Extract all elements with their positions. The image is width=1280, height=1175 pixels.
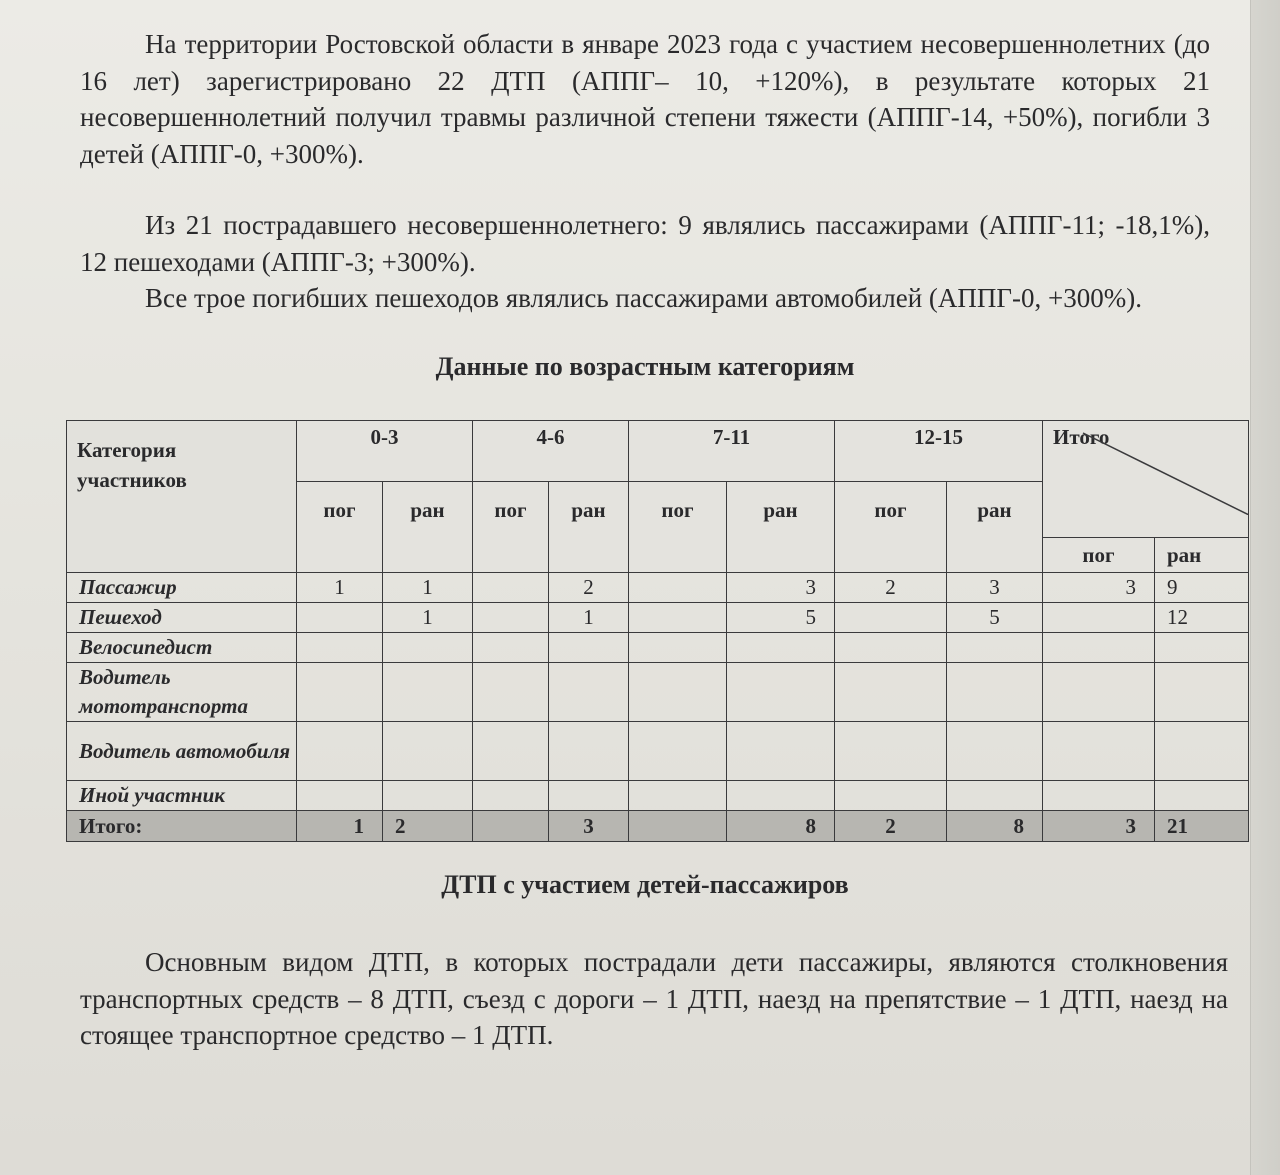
total-header [1043,421,1249,538]
table-row [67,663,1249,722]
table-cell [383,722,473,781]
fatalities-paragraph: Все трое погибших пешеходов являлись пассажирами автомобилей (АППГ-0, +300%). [145,283,1142,313]
table-cell [947,781,1043,811]
group-header-4-6: 4-6 [473,421,629,482]
table-cell [727,722,835,781]
table-cell: 5 [727,603,835,633]
table-cell: 8 [727,811,835,842]
table-row [67,603,1249,633]
diagonal-line [1043,421,1249,515]
table-row [67,633,1249,663]
table-cell [835,722,947,781]
table-title: Данные по возрастным категориям [435,352,855,381]
sub-killed-12-15: пог [835,482,947,573]
table-cell [629,811,727,842]
sub-injured-4-6: ран [549,482,629,573]
table-cell [835,781,947,811]
row-label: Иной участник [67,781,297,811]
table-cell [297,633,383,663]
table-cell [473,633,549,663]
sub-injured-7-11: ран [727,482,835,573]
table-cell: 3 [1043,573,1155,603]
table-cell [1043,722,1155,781]
group-header-12-15: 12-15 [835,421,1043,482]
page-edge [1250,0,1280,1175]
total-header-label: Итого [1053,425,1110,449]
table-cell [629,781,727,811]
sub-injured-12-15: ран [947,482,1043,573]
category-header: Категория участников [67,421,297,573]
table-cell: 21 [1155,811,1249,842]
table-cell [1043,781,1155,811]
table-cell [1043,633,1155,663]
table-cell [473,573,549,603]
table-cell [629,633,727,663]
table-cell [297,781,383,811]
table-cell [297,603,383,633]
table-cell [947,663,1043,722]
group-header-7-11: 7-11 [629,421,835,482]
table-cell: 3 [1043,811,1155,842]
table-row [67,781,1249,811]
table-cell [473,603,549,633]
row-label: Пассажир [67,573,297,603]
row-label: Водитель мототранспорта [67,663,297,722]
table-cell: 2 [835,573,947,603]
total-row [67,811,1249,842]
table-cell [727,633,835,663]
table-cell [473,781,549,811]
table-cell [549,633,629,663]
section-title: ДТП с участием детей-пассажиров [441,870,849,899]
table-cell: 2 [549,573,629,603]
table-row [67,722,1249,781]
table-cell [383,663,473,722]
table-cell: 1 [297,573,383,603]
table-cell: 1 [383,603,473,633]
group-header-0-3: 0-3 [297,421,473,482]
sub-killed-total: пог [1043,538,1155,573]
table-cell [1043,603,1155,633]
table-cell [1043,663,1155,722]
table-cell [727,781,835,811]
row-label: Пешеход [67,603,297,633]
total-row-label: Итого: [67,811,297,842]
table-cell [473,663,549,722]
table-cell [549,781,629,811]
table-cell [473,722,549,781]
table-cell: 12 [1155,603,1249,633]
table-cell: 1 [297,811,383,842]
table-cell [1155,781,1249,811]
table-row [67,573,1249,603]
table-cell [947,633,1043,663]
table-cell [947,722,1043,781]
passenger-accidents-paragraph: Основным видом ДТП, в которых пострадали дети пассажиры, являются столкновения транспортных средств – 8 ДТП, съезд с дороги – 1 ДТП, наезд на препятствие – 1 ДТП, наезд на стоящее транспортное средство – 1 ДТП. [80,947,1228,1050]
table-cell [727,663,835,722]
table-cell: 1 [383,573,473,603]
table-cell [1155,633,1249,663]
table-cell [629,663,727,722]
table-cell [629,722,727,781]
age-category-table [66,420,1249,842]
intro-paragraph: На территории Ростовской области в январе 2023 года с участием несовершеннолетних (до 16 лет) зарегистрировано 22 ДТП (АППГ– 10, +120%), в результате которых 21 несовершеннолетний получил травмы различной степени тяжести (АППГ-14, +50%), погибли 3 детей (АППГ-0, +300%). [80,29,1210,169]
table-cell: 9 [1155,573,1249,603]
table-cell [835,633,947,663]
table-cell [549,722,629,781]
table-cell [629,573,727,603]
table-cell: 3 [549,811,629,842]
table-cell [835,603,947,633]
sub-killed-0-3: пог [297,482,383,573]
row-label: Велосипедист [67,633,297,663]
table-cell [1155,663,1249,722]
table-cell [473,811,549,842]
sub-killed-7-11: пог [629,482,727,573]
table-cell: 2 [835,811,947,842]
sub-killed-4-6: пог [473,482,549,573]
table-cell: 2 [383,811,473,842]
table-cell: 8 [947,811,1043,842]
table-cell [383,781,473,811]
sub-injured-0-3: ран [383,482,473,573]
sub-injured-total: ран [1155,538,1249,573]
table-cell: 5 [947,603,1043,633]
victims-paragraph: Из 21 пострадавшего несовершеннолетнего: 9 являлись пассажирами (АППГ-11; -18,1%), 12 пешеходами (АППГ-3; +300%). [80,210,1210,277]
table-cell [1155,722,1249,781]
table-cell [835,663,947,722]
table-cell [629,603,727,633]
table-cell: 1 [549,603,629,633]
table-cell [383,633,473,663]
table-cell: 3 [727,573,835,603]
table-cell [297,663,383,722]
table-cell [549,663,629,722]
table-cell [297,722,383,781]
row-label: Водитель автомобиля [67,722,297,781]
table-cell: 3 [947,573,1043,603]
